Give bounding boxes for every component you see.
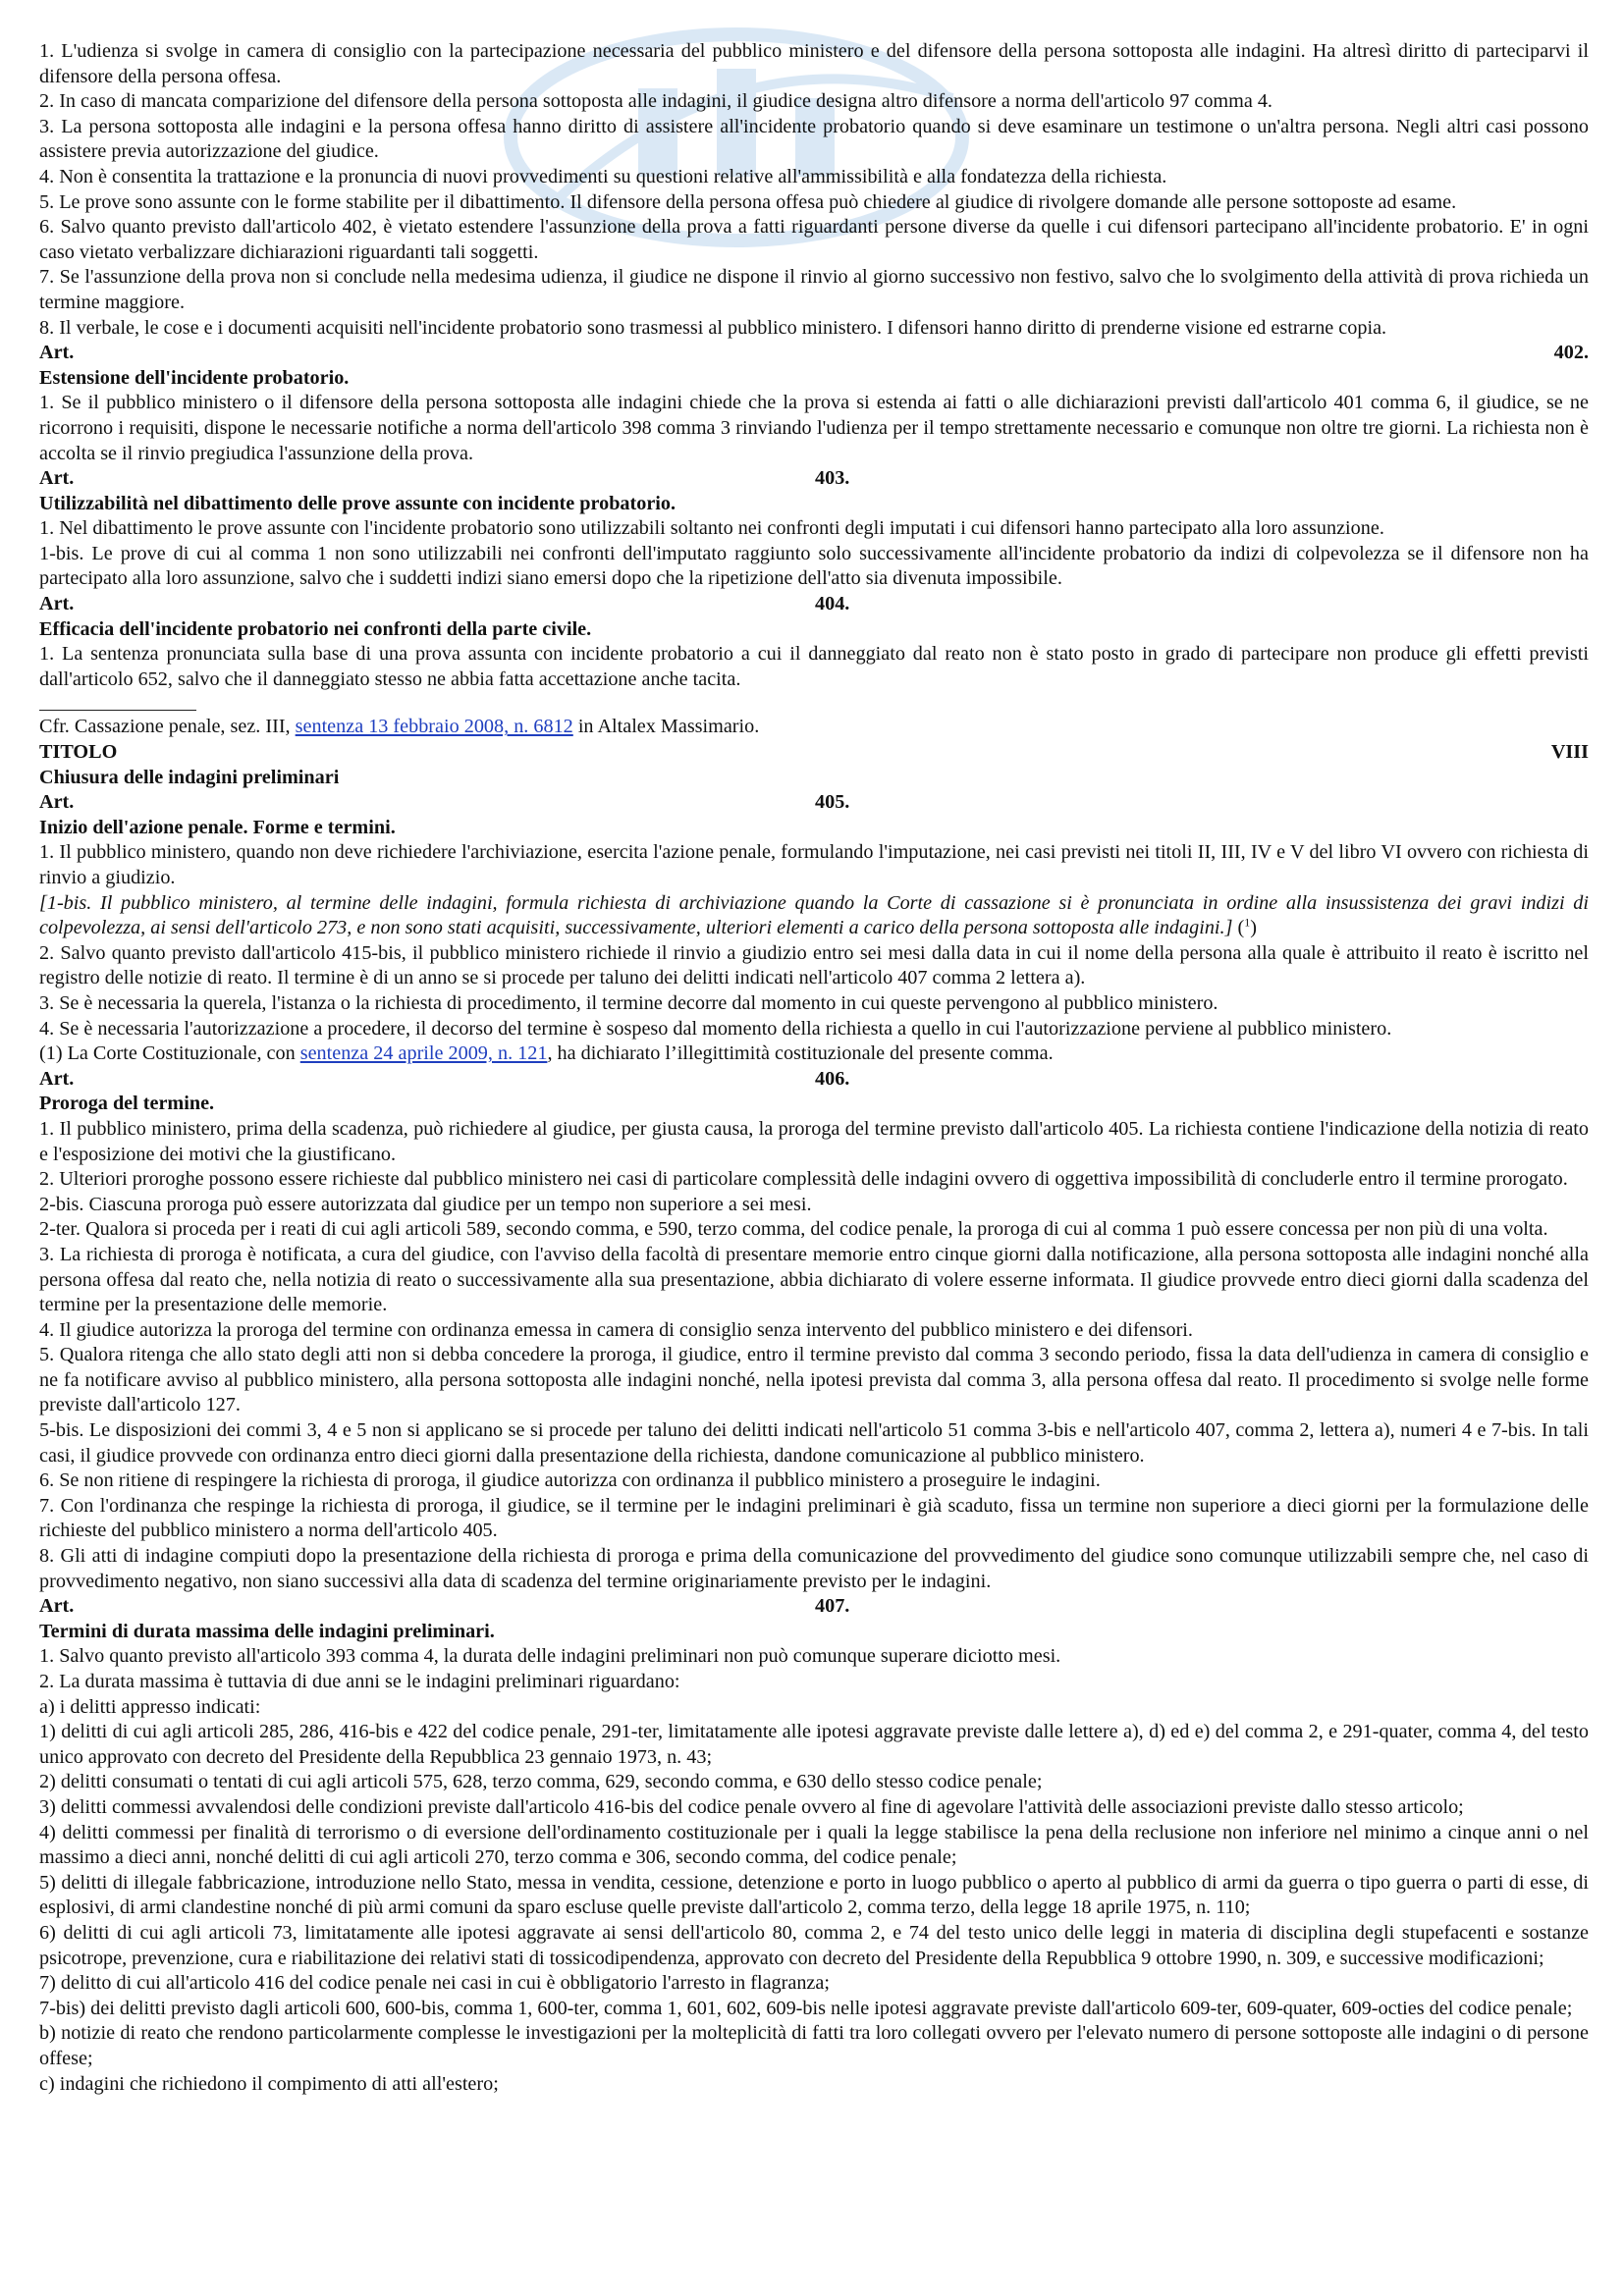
paragraph: c) indagini che richiedono il compimento di atti all'estero; [39, 2072, 499, 2095]
paragraph: 4) delitti commessi per finalità di terrorismo o di eversione dell'ordinamento costituzionale per i quali la legge stabilisce la pena della reclusione non inferiore nel minimo a cinque anni o nel massimo a dieci anni, nonché delitti di cui agli articoli 270, terzo comma e 306, secondo comma, del codice penale; [39, 1821, 1589, 1869]
paragraph: 5. Qualora ritenga che allo stato degli atti non si debba concedere la proroga, il giudice, entro il termine previsto dal comma 3 secondo periodo, fissa la data dell'udienza in camera di consiglio e ne fa notificare avviso al pubblico ministero, alla persona sottoposta alle indagini nonché, nella ipotesi prevista dal comma 3, alla persona offesa dal reato. Il procedimento si svolge nelle forme previste dall'articolo 127. [39, 1344, 1589, 1416]
footnote [39, 715, 1589, 740]
paragraph: 5-bis. Le disposizioni dei commi 3, 4 e 5 non si applicano se si procede per taluno dei delitti indicati nell'articolo 51 comma 3-bis e nell'articolo 407, comma 2, lettera a), numeri 4 e 7-bis. In tali casi, il giudice provvede con ordinanza entro dieci giorni dalla presentazione della richiesta, dandone comunicazione al pubblico ministero. [39, 1419, 1589, 1467]
note-text: , ha dichiarato l’illegittimità costituzionale del presente comma. [547, 1042, 1054, 1065]
paragraph: 5. Le prove sono assunte con le forme stabilite per il dibattimento. Il difensore della persona offesa può chiedere al giudice di rivolgere domande alle persone sottoposte ad esame. [39, 190, 1457, 213]
note [39, 1041, 1589, 1067]
article-header-405 [39, 790, 1589, 816]
paragraph: 2-bis. Ciascuna proroga può essere autorizzata dal giudice per un tempo non superiore a sei mesi. [39, 1193, 812, 1215]
paragraph: 1. L'udienza si svolge in camera di consiglio con la partecipazione necessaria del pubblico ministero e del difensore della persona sottoposta alle indagini. Ha altresì diritto di parteciparvi il difensore della persona offesa. [39, 40, 1589, 87]
article-label: Art. [39, 593, 75, 615]
paragraph: 2. Ulteriori proroghe possono essere richieste dal pubblico ministero nei casi di particolare complessità delle indagini ovvero di oggettiva impossibilità di concluderle entro il termine prorogato. [39, 1168, 1568, 1191]
paragraph: 7. Se l'assunzione della prova non si conclude nella medesima udienza, il giudice ne dispone il rinvio al giorno successivo non festivo, salvo che lo svolgimento della attività di prova richieda un termine maggiore. [39, 266, 1589, 313]
article-title: Efficacia dell'incidente probatorio nei confronti della parte civile. [39, 617, 592, 640]
paragraph: 2. La durata massima è tuttavia di due anni se le indagini preliminari riguardano: [39, 1671, 680, 1692]
paragraph: 2-ter. Qualora si proceda per i reati di cui agli articoli 589, secondo comma, e 590, terzo comma, del codice penale, la proroga di cui al comma 1 può essere concessa per non più di una volta. [39, 1218, 1548, 1241]
paragraph: 8. Gli atti di indagine compiuti dopo la presentazione della richiesta di proroga e prima della comunicazione del provvedimento del giudice sono comunque utilizzabili sempre che, nel caso di provvedimento negativo, non siano successivi alla data di scadenza del termine originariamente previsto per le indagini. [39, 1545, 1589, 1592]
paragraph: 4. Non è consentita la trattazione e la pronuncia di nuovi provvedimenti su questioni relative all'ammissibilità e alla fondatezza della richiesta. [39, 165, 1167, 187]
article-label: Art. [39, 467, 75, 490]
paragraph: 1. Il pubblico ministero, quando non deve richiedere l'archiviazione, esercita l'azione penale, formulando l'imputazione, nei casi previsti nei titoli II, III, IV e V del libro VI ovvero con richiesta di rinvio a giudizio. [39, 841, 1589, 888]
footnote-text: in Altalex Massimario. [572, 716, 760, 738]
titolo-label: TITOLO [39, 741, 118, 764]
paragraph: 6. Se non ritiene di respingere la richiesta di proroga, il giudice autorizza con ordinanza il pubblico ministero a proseguire le indagini. [39, 1469, 1101, 1492]
paragraph: 3) delitti commessi avvalendosi delle condizioni previste dall'articolo 416-bis del codice penale ovvero al fine di agevolare l'attività delle associazioni previste dallo stesso articolo; [39, 1795, 1464, 1818]
paragraph: 2. In caso di mancata comparizione del difensore della persona sottoposta alle indagini, il giudice designa altro difensore a norma dell'articolo 97 comma 4. [39, 90, 1272, 113]
paragraph: 1. La sentenza pronunciata sulla base di una prova assunta con incidente probatorio a cui il danneggiato dal reato non è stato posto in grado di partecipare non produce gli effetti previsti dall'articolo 652, salvo che il danneggiato stesso ne abbia fatta accettazione anche tacita. [39, 643, 1589, 690]
paragraph: 2) delitti consumati o tentati di cui agli articoli 575, 628, terzo comma, 629, secondo comma, e 630 dello stesso codice penale; [39, 1771, 1043, 1793]
paragraph: 3. La persona sottoposta alle indagini e la persona offesa hanno diritto di assistere all'incidente probatorio quando si deve esaminare un testimone o un'altra persona. Negli altri casi possono assistere previa autorizzazione del giudice. [39, 115, 1589, 163]
article-header-406 [39, 1067, 1589, 1093]
article-label: Art. [39, 1595, 75, 1618]
paragraph: 1-bis. Le prove di cui al comma 1 non sono utilizzabili nei confronti dell'imputato raggiunto solo successivamente all'incidente probatorio da indizi di colpevolezza se il difensore non ha partecipato alla loro assunzione, salvo che i suddetti indizi siano emersi dopo che la ripetizione dell'atto sia divenuta impossibile. [39, 542, 1589, 590]
article-header-402 [39, 341, 1589, 366]
paragraph: b) notizie di reato che rendono particolarmente complesse le investigazioni per la molteplicità di fatti tra loro collegati ovvero per l'elevato numero di persone sottoposte alle indagini o di persone offese; [39, 2022, 1589, 2069]
article-number: 404. [815, 593, 850, 615]
article-number: 406. [815, 1067, 850, 1090]
paragraph: 3. Se è necessaria la querela, l'istanza o la richiesta di procedimento, il termine decorre dal momento in cui queste pervengono al pubblico ministero. [39, 991, 1218, 1014]
article-title: Estensione dell'incidente probatorio. [39, 366, 350, 389]
article-label: Art. [39, 342, 75, 364]
article-header-407 [39, 1594, 1589, 1620]
article-title: Utilizzabilità nel dibattimento delle prove assunte con incidente probatorio. [39, 492, 677, 514]
article-number: 407. [815, 1595, 850, 1618]
paragraph: 8. Il verbale, le cose e i documenti acquisiti nell'incidente probatorio sono trasmessi al pubblico ministero. I difensori hanno diritto di prenderne visione ed estrarne copia. [39, 316, 1387, 339]
titolo-title: Chiusura delle indagini preliminari [39, 766, 340, 788]
document-page [39, 39, 1589, 2097]
footnote-text: Cfr. Cassazione penale, sez. III, [39, 716, 296, 738]
art401-body [39, 39, 1589, 341]
paragraph: 6. Salvo quanto previsto dall'articolo 402, è vietato estendere l'assunzione della prova a fatti riguardanti persone diverse da quelle i cui difensori partecipano all'incidente probatorio. E' in ogni caso vietato verbalizzare dichiarazioni riguardanti tali soggetti. [39, 216, 1589, 263]
article-label: Art. [39, 1067, 75, 1090]
note-ref: 1 [1244, 915, 1251, 930]
titolo-header [39, 740, 1589, 766]
article-header-403 [39, 466, 1589, 492]
article-number: 405. [815, 791, 850, 814]
article-number: 402. [1553, 342, 1589, 364]
article-number: 403. [815, 467, 850, 490]
titolo-number: VIII [1550, 741, 1589, 764]
article-label: Art. [39, 791, 75, 814]
article-title: Inizio dell'azione penale. Forme e termini. [39, 816, 396, 838]
paragraph: 6) delitti di cui agli articoli 73, limitatamente alle ipotesi aggravate ai sensi dell'articolo 80, comma 2, e 74 del testo unico delle leggi in materia di disciplina degli stupefacenti e sostanze psicotrope, prevenzione, cura e riabilitazione dei relativi stati di tossicodipendenza, approvato con decreto del Presidente della Repubblica 9 ottobre 1990, n. 309, e successive modificazioni; [39, 1921, 1589, 1969]
article-title: Termini di durata massima delle indagini preliminari. [39, 1620, 495, 1642]
note-ref-open: ( [1232, 917, 1245, 939]
paragraph: 2. Salvo quanto previsto dall'articolo 415-bis, il pubblico ministero richiede il rinvio a giudizio entro sei mesi dalla data in cui il nome della persona alla quale è attribuito il reato è iscritto nel registro delle notizie di reato. Il termine è di un anno se si procede per taluno dei delitti indicati nell'articolo 407 comma 2 lettera a). [39, 941, 1589, 989]
paragraph: 7) delitto di cui all'articolo 416 del codice penale nei casi in cui è obbligatorio l'arresto in flagranza; [39, 1972, 830, 1995]
note-ref-close: ) [1250, 917, 1257, 939]
paragraph: a) i delitti appresso indicati: [39, 1695, 261, 1718]
footnote-link[interactable]: sentenza 13 febbraio 2008, n. 6812 [295, 716, 573, 738]
article-header-404 [39, 592, 1589, 617]
paragraph: 4. Se è necessaria l'autorizzazione a procedere, il decorso del termine è sospeso dal momento della richiesta a quello in cui l'autorizzazione perviene al pubblico ministero. [39, 1017, 1392, 1040]
note-text: (1) La Corte Costituzionale, con [39, 1042, 300, 1065]
paragraph: 7-bis) dei delitti previsto dagli articoli 600, 600-bis, comma 1, 600-ter, comma 1, 601, 602, 609-bis nelle ipotesi aggravate previste dall'articolo 609-ter, 609-quater, 609-octies del codice penale; [39, 1997, 1573, 2019]
paragraph: 7. Con l'ordinanza che respinge la richiesta di proroga, il giudice, se il termine per le indagini preliminari è già scaduto, fissa un termine non superiore a dieci giorni per la formulazione delle richieste del pubblico ministero a norma dell'articolo 405. [39, 1494, 1589, 1542]
paragraph: 5) delitti di illegale fabbricazione, introduzione nello Stato, messa in vendita, cessione, detenzione e porto in luogo pubblico o aperto al pubblico di armi da guerra o tipo guerra o parti di esse, di esplosivi, di armi clandestine nonché di più armi comuni da sparo escluse quelle previste dall'articolo 2, comma terzo, della legge 18 aprile 1975, n. 110; [39, 1871, 1589, 1919]
repealed-text: [1-bis. Il pubblico ministero, al termine delle indagini, formula richiesta di archiviazione quando la Corte di cassazione si è pronunciata in ordine alla insussistenza dei gravi indizi di colpevolezza, ai sensi dell'articolo 273, e non sono stati acquisiti, successivamente, ulteriori elementi a carico della persona sottoposta alle indagini.] [39, 891, 1589, 939]
paragraph: 1. Salvo quanto previsto all'articolo 393 comma 4, la durata delle indagini preliminari non può comunque superare diciotto mesi. [39, 1645, 1061, 1668]
paragraph: 1. Se il pubblico ministero o il difensore della persona sottoposta alle indagini chiede che la prova si estenda ai fatti o alle dichiarazioni previsti dall'articolo 401 comma 6, il giudice, se ne ricorrono i requisiti, dispone le necessarie notifiche a norma dell'articolo 398 comma 3 rinviando l'udienza per il tempo strettamente necessario e comunque non oltre tre giorni. La richiesta non è accolta se il rinvio pregiudica l'assunzione della prova. [39, 392, 1589, 464]
article-title: Proroga del termine. [39, 1093, 215, 1115]
paragraph: 4. Il giudice autorizza la proroga del termine con ordinanza emessa in camera di consiglio senza intervento del pubblico ministero e dei difensori. [39, 1318, 1193, 1341]
paragraph: 1. Il pubblico ministero, prima della scadenza, può richiedere al giudice, per giusta causa, la proroga del termine previsto dall'articolo 405. La richiesta contiene l'indicazione della notizia di reato e l'esposizione dei motivi che la giustificano. [39, 1117, 1589, 1165]
paragraph: 1) delitti di cui agli articoli 285, 286, 416-bis e 422 del codice penale, 291-ter, limitatamente alle ipotesi aggravate previste dalle lettere a), d) ed e) del comma 2, e 291-quater, comma 4, del testo unico approvato con decreto del Presidente della Repubblica 23 gennaio 1973, n. 43; [39, 1721, 1589, 1768]
paragraph: 3. La richiesta di proroga è notificata, a cura del giudice, con l'avviso della facoltà di presentare memorie entro cinque giorni dalla notificazione, alla persona sottoposta alle indagini nonché alla persona offesa dal reato che, nella notizia di reato o successivamente alla sua presentazione, abbia dichiarato di volere esserne informata. Il giudice provvede entro dieci giorni dalla scadenza del termine per la presentazione delle memorie. [39, 1243, 1589, 1316]
note-link[interactable]: sentenza 24 aprile 2009, n. 121 [299, 1042, 548, 1065]
paragraph: 1. Nel dibattimento le prove assunte con l'incidente probatorio sono utilizzabili soltanto nei confronti degli imputati i cui difensori hanno partecipato alla loro assunzione. [39, 517, 1384, 540]
paragraph-repealed [39, 891, 1589, 941]
